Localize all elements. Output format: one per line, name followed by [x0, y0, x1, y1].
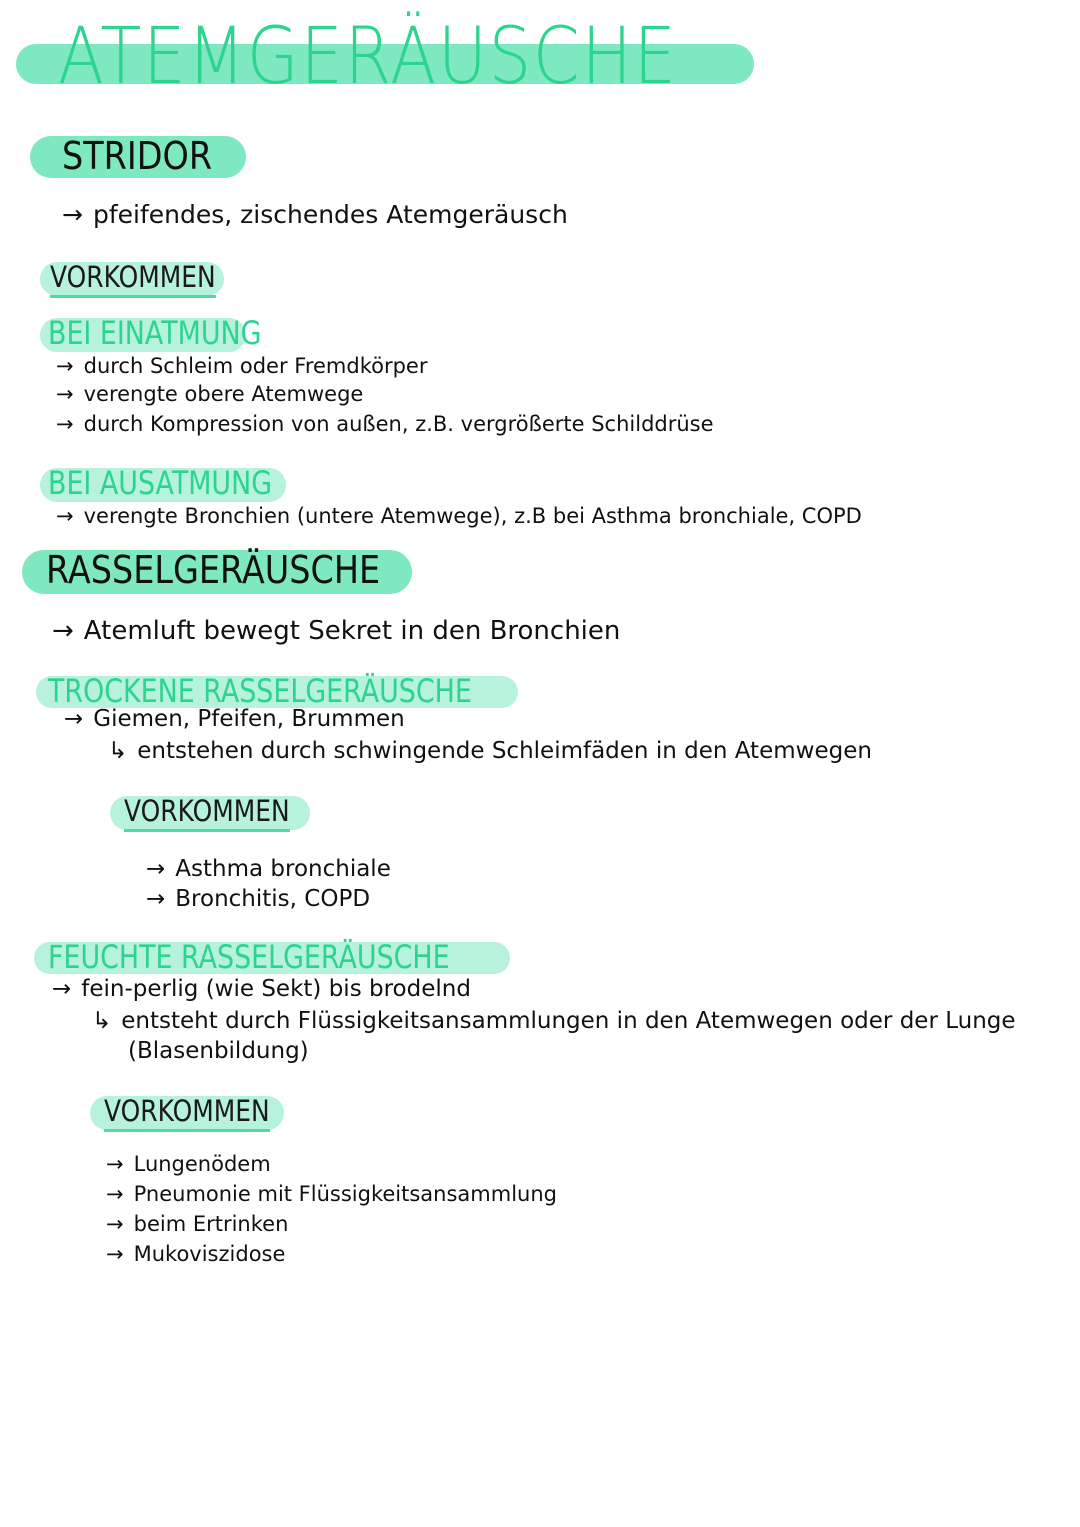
arrow-icon: → — [56, 382, 74, 406]
stridor-definition: → pfeifendes, zischendes Atemgeräusch — [62, 200, 568, 229]
feucht-heading: FEUCHTE RASSELGERÄUSCHE — [48, 938, 450, 976]
trocken-heading: TROCKENE RASSELGERÄUSCHE — [48, 672, 472, 710]
arrow-icon: → — [106, 1242, 124, 1266]
einatmung-heading: BEI EINATMUNG — [48, 314, 262, 352]
trocken-subline: ↳ entstehen durch schwingende Schleimfäden in den Atemwegen — [108, 738, 872, 764]
arrow-icon: → — [62, 200, 83, 229]
arrow-icon: → — [106, 1212, 124, 1236]
arrow-icon: → — [56, 354, 74, 378]
arrow-icon: → — [106, 1152, 124, 1176]
feucht-vorkommen-heading: VORKOMMEN — [104, 1094, 270, 1132]
rassel-heading: RASSELGERÄUSCHE — [46, 548, 381, 592]
feucht-subline: ↳ entsteht durch Flüssigkeitsansammlungen in den Atemwegen oder der Lunge — [92, 1008, 1016, 1034]
stridor-heading: STRIDOR — [62, 134, 213, 178]
trocken-vorkommen-item: → Bronchitis, COPD — [146, 886, 371, 912]
ausatmung-item: → verengte Bronchien (untere Atemwege), z.B bei Asthma bronchiale, COPD — [56, 504, 862, 528]
arrow-icon: → — [52, 616, 74, 646]
rassel-definition: → Atemluft bewegt Sekret in den Bronchien — [52, 616, 621, 646]
arrow-icon: → — [56, 504, 74, 528]
sub-arrow-icon: ↳ — [92, 1008, 112, 1034]
einatmung-item: → durch Schleim oder Fremdkörper — [56, 354, 428, 378]
arrow-icon: → — [52, 976, 72, 1002]
arrow-icon: → — [64, 706, 84, 732]
trocken-vorkommen-heading: VORKOMMEN — [124, 794, 290, 832]
arrow-icon: → — [106, 1182, 124, 1206]
trocken-line: → Giemen, Pfeifen, Brummen — [64, 706, 405, 732]
feucht-vorkommen-item: → Lungenödem — [106, 1152, 271, 1176]
trocken-vorkommen-item: → Asthma bronchiale — [146, 856, 391, 882]
feucht-vorkommen-item: → Pneumonie mit Flüssigkeitsansammlung — [106, 1182, 557, 1206]
einatmung-item: → verengte obere Atemwege — [56, 382, 364, 406]
feucht-vorkommen-item: → Mukoviszidose — [106, 1242, 286, 1266]
feucht-vorkommen-item: → beim Ertrinken — [106, 1212, 289, 1236]
arrow-icon: → — [56, 412, 74, 436]
einatmung-item: → durch Kompression von außen, z.B. vergrößerte Schilddrüse — [56, 412, 714, 436]
sub-arrow-icon: ↳ — [108, 738, 128, 764]
arrow-icon: → — [146, 886, 166, 912]
feucht-subline-cont: (Blasenbildung) — [128, 1038, 309, 1064]
arrow-icon: → — [146, 856, 166, 882]
page-title: ATEMGERÄUSCHE — [58, 12, 678, 102]
stridor-vorkommen-heading: VORKOMMEN — [50, 260, 216, 298]
ausatmung-heading: BEI AUSATMUNG — [48, 464, 273, 502]
feucht-line: → fein-perlig (wie Sekt) bis brodelnd — [52, 976, 471, 1002]
